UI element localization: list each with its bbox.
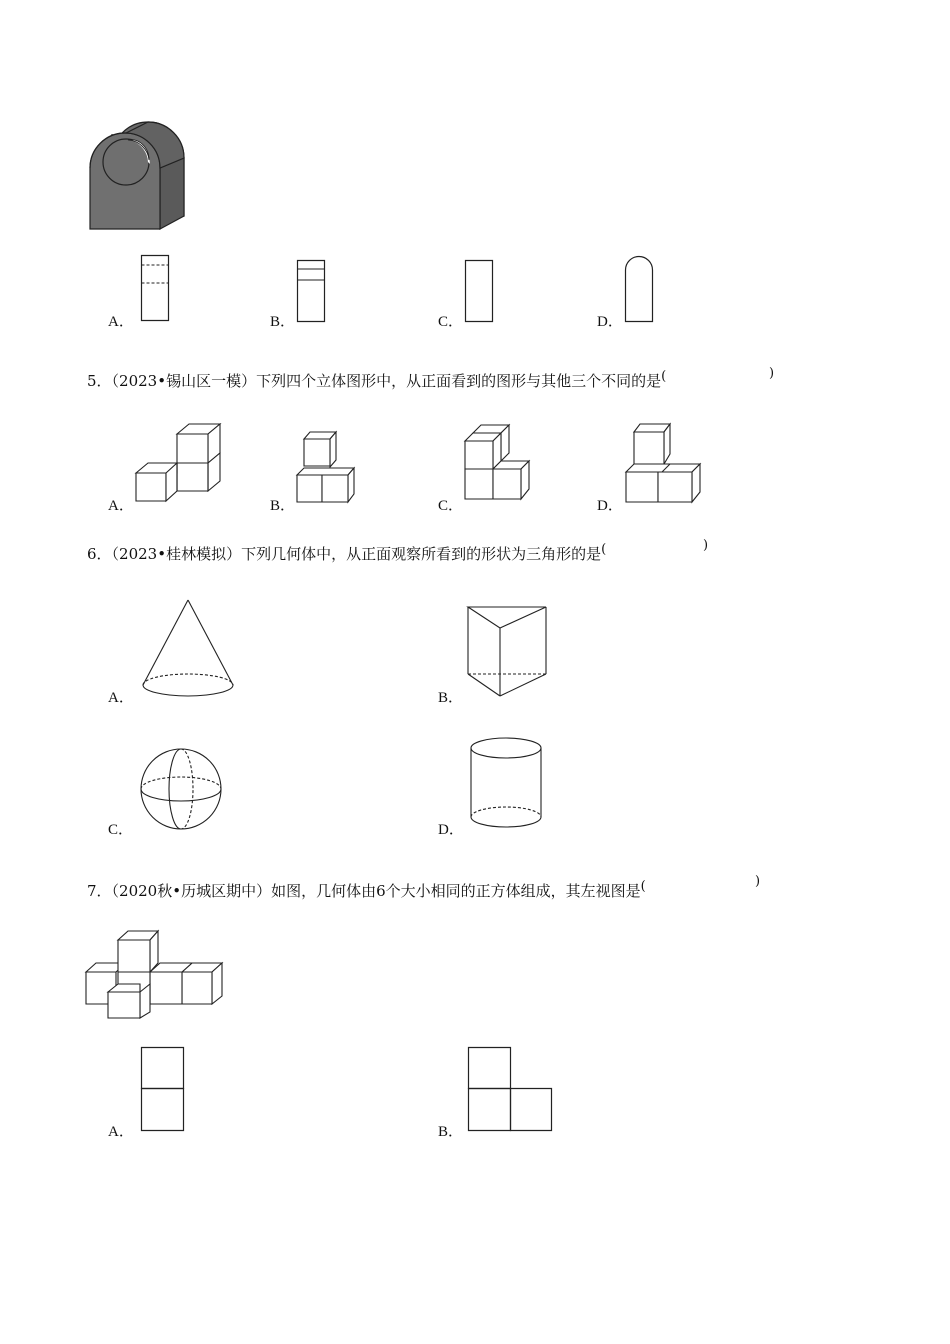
q7-question <box>87 880 646 901</box>
q4-option-d-figure <box>625 256 653 322</box>
q4-option-c-figure <box>465 260 493 322</box>
q5-source: （2023•锡山区一模） <box>111 372 257 390</box>
q7-number: 7． <box>87 882 112 900</box>
q7-solid-figure <box>86 930 226 1020</box>
q5-option-b-label: B． <box>270 498 296 514</box>
q5-option-d-figure <box>624 422 704 506</box>
q7-option-a-figure <box>141 1047 185 1133</box>
q4-option-b-label: B． <box>270 314 296 330</box>
q4-option-b-figure <box>297 260 325 322</box>
q6-option-d-cylinder <box>469 737 543 831</box>
q5-stem: 下列四个立体图形中，从正面看到的图形与其他三个不同的是 <box>256 372 662 390</box>
q5-paren-close: ) <box>769 366 775 381</box>
q4-option-a-figure <box>141 255 169 321</box>
q4-option-c-label: C． <box>438 314 464 330</box>
q6-paren-close: ) <box>703 538 709 553</box>
q7-option-b-figure <box>468 1047 554 1133</box>
q6-stem: 下列几何体中，从正面观察所看到的形状为三角形的是 <box>241 545 602 563</box>
q5-option-c-figure <box>463 423 533 505</box>
q5-number: 5． <box>87 372 112 390</box>
q7-source: （2020秋•历城区期中） <box>111 882 272 900</box>
q5-option-a-figure <box>134 423 224 503</box>
q6-option-b-label: B． <box>438 690 464 706</box>
q6-source: （2023•桂林模拟） <box>111 545 242 563</box>
q4-option-a-label: A． <box>108 314 134 330</box>
q7-stem: 如图，几何体由6个大小相同的正方体组成，其左视图是 <box>271 882 641 900</box>
q7-option-a-label: A． <box>108 1124 134 1140</box>
q7-option-b-label: B． <box>438 1124 464 1140</box>
q4-option-d-label: D． <box>597 314 623 330</box>
q6-question <box>87 543 606 564</box>
q5-paren-open: ( <box>661 369 667 384</box>
q6-option-a-cone <box>141 598 235 698</box>
q6-option-c-label: C． <box>108 822 134 838</box>
q7-paren-close: ) <box>755 874 761 889</box>
q5-option-c-label: C． <box>438 498 464 514</box>
q6-option-a-label: A． <box>108 690 134 706</box>
q5-option-a-label: A． <box>108 498 134 514</box>
q6-number: 6． <box>87 545 112 563</box>
q5-option-d-label: D． <box>597 498 623 514</box>
q6-paren-open: ( <box>601 542 607 557</box>
q5-option-b-figure <box>296 430 358 504</box>
q6-option-b-prism <box>467 606 549 698</box>
q4-solid-figure <box>88 112 188 234</box>
q5-question <box>87 370 666 391</box>
q6-option-c-sphere <box>139 747 223 831</box>
q7-paren-open: ( <box>640 879 646 894</box>
q6-option-d-label: D． <box>438 822 464 838</box>
